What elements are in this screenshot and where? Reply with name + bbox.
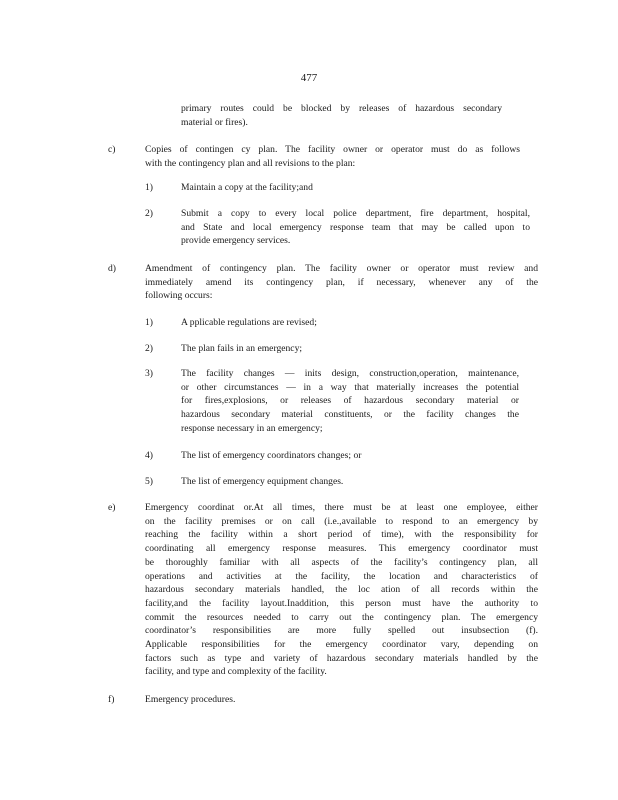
- text-line: hazardous secondary material constituents, or the facility changes the: [181, 409, 519, 421]
- text-line: with the contingency plan and all revisions to the plan:: [145, 157, 356, 169]
- text-line: on the facility premises or on call (i.e.,available to respond to an emergency by: [145, 515, 538, 527]
- text-line: Applicable responsibilities for the emergency coordinator vary, depending on: [145, 639, 538, 651]
- item-number: 2): [145, 208, 153, 219]
- text-line: Maintain a copy at the facility;and: [181, 182, 313, 193]
- text-line: Submit a copy to every local police department, fire department, hospital,: [181, 208, 530, 219]
- item-number: 3): [145, 368, 153, 379]
- text-line: and State and local emergency response team that may be called upon to: [181, 221, 530, 233]
- text-line: commit the resources needed to carry out the contingency plan. The emergency: [145, 611, 538, 623]
- text-line: coordinator’s responsibilities are more fully spelled out insubsection (f).: [145, 625, 538, 637]
- text-line: The facility changes — inits design, construction,operation, maintenance,: [181, 368, 519, 379]
- item-number: 1): [145, 182, 153, 193]
- text-line: Emergency procedures.: [145, 694, 236, 705]
- text-line: facility,and the facility layout.Inaddition, this person must have the authority to: [145, 597, 538, 609]
- section-c-label: c): [108, 144, 116, 155]
- text-line: facility, and type and complexity of the facility.: [145, 666, 327, 678]
- text-line: response necessary in an emergency;: [181, 422, 323, 434]
- text-line: factors such as type and variety of hazardous secondary materials handled by the: [145, 652, 538, 664]
- section-d-item-4: [181, 449, 441, 463]
- text-line: provide emergency services.: [181, 235, 291, 247]
- section-c-item-2: [181, 207, 530, 248]
- section-c-item-1: [181, 181, 341, 195]
- section-d-item-3: [181, 367, 519, 436]
- text-line: The plan fails in an emergency;: [181, 343, 303, 354]
- text-line: coordinating all emergency response measures. This emergency coordinator must: [145, 543, 538, 555]
- text-line: operations and activities at the facility, the location and characteristics of: [145, 570, 538, 582]
- section-d-item-1: [181, 316, 381, 330]
- section-f-label: f): [108, 694, 115, 705]
- section-d-paragraph: [145, 262, 538, 303]
- text-line: reaching the facility within a short period of time), with the responsibility for: [145, 529, 538, 541]
- section-e-paragraph: [145, 501, 538, 679]
- text-line: A pplicable regulations are revised;: [181, 317, 317, 328]
- text-line: Emergency coordinat or.At all times, there must be at least one employee, either: [145, 502, 538, 513]
- text-line: following occurs:: [145, 290, 213, 302]
- item-number: 4): [145, 450, 153, 461]
- text-line: primary routes could be blocked by releases of hazardous secondary: [181, 103, 502, 114]
- section-f-paragraph: [145, 693, 345, 707]
- text-line: Copies of contingen cy plan. The facility owner or operator must do as follows: [145, 144, 520, 155]
- text-line: be thoroughly familiar with all aspects of the facility’s contingency plan, all: [145, 556, 538, 568]
- section-c-paragraph: [145, 143, 520, 170]
- text-line: hazardous secondary materials handled, the loc ation of all records within the: [145, 584, 538, 596]
- text-line: The list of emergency coordinators changes; or: [181, 450, 362, 461]
- text-line: for fires,explosions, or releases of hazardous secondary material or: [181, 395, 519, 407]
- item-number: 2): [145, 343, 153, 354]
- section-d-item-2: [181, 342, 381, 356]
- text-line: or other circumstances — in a way that materially increases the potential: [181, 381, 519, 393]
- page-number: 477: [300, 72, 318, 84]
- item-number: 1): [145, 317, 153, 328]
- text-line: The list of emergency equipment changes.: [181, 476, 344, 487]
- item-number: 5): [145, 476, 153, 487]
- intro-paragraph: [181, 102, 502, 129]
- text-line: immediately amend its contingency plan, if necessary, whenever any of the: [145, 276, 538, 288]
- section-e-label: e): [108, 502, 116, 513]
- section-d-label: d): [108, 263, 116, 274]
- text-line: Amendment of contingency plan. The facility owner or operator must review and: [145, 263, 538, 274]
- section-d-item-5: [181, 475, 421, 489]
- text-line: material or fires).: [181, 116, 248, 128]
